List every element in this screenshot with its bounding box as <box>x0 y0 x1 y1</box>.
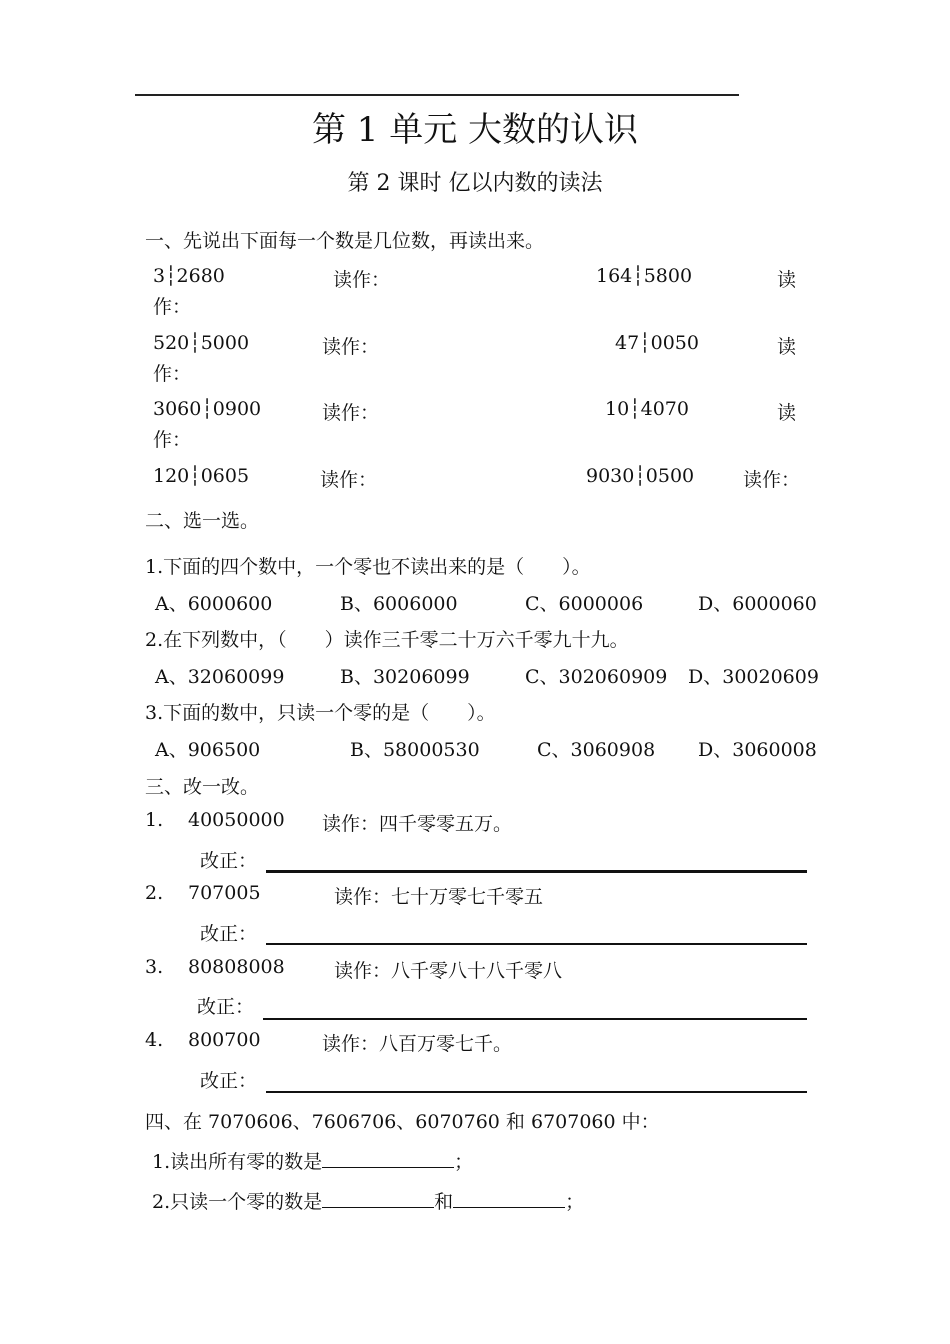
s3-item1-no: 1. <box>145 809 164 831</box>
s3-item4-answer-line[interactable] <box>266 1091 807 1093</box>
section2-heading: 二、选一选。 <box>145 510 260 532</box>
s2-q2-option-a: A、32060099 <box>155 666 285 688</box>
s3-item4-fix-label: 改正： <box>200 1070 258 1092</box>
s4-q2-end: ； <box>565 1191 585 1213</box>
s4-q1-blank[interactable] <box>322 1149 454 1168</box>
s4-q2-text: 2.只读一个零的数是 <box>152 1191 323 1213</box>
s2-q3-option-d: D、3060008 <box>698 739 817 761</box>
s3-item2-fix-label: 改正： <box>200 923 258 945</box>
s2-q2-stem: 2.在下列数中，（ ）读作三千零二十万六千零九十九。 <box>145 629 629 651</box>
s3-item2-no: 2. <box>145 882 164 904</box>
s3-item3-reading: 读作：八千零八十八千零八 <box>334 960 563 982</box>
s4-q1-text: 1.读出所有零的数是 <box>152 1151 323 1173</box>
s1-row2-right-number: 47┆0050 <box>615 332 699 354</box>
s1-row4-left-number: 120┆0605 <box>153 465 250 487</box>
s3-item2-number: 707005 <box>188 882 261 904</box>
s3-item3-fix-label: 改正： <box>197 996 255 1018</box>
s4-q1-end: ； <box>454 1151 474 1173</box>
s2-q3-stem: 3.下面的数中，只读一个零的是（ ）。 <box>145 702 496 724</box>
s3-item1-reading: 读作：四千零零五万。 <box>322 813 513 835</box>
section3-heading: 三、改一改。 <box>145 776 260 798</box>
s3-item3-number: 80808008 <box>188 956 285 978</box>
s1-row2-right-read-a: 读 <box>777 336 797 358</box>
s2-q3-option-b: B、58000530 <box>350 739 480 761</box>
s1-row3-right-read-b: 作： <box>153 429 192 451</box>
s2-q1-option-c: C、6000006 <box>525 593 644 615</box>
s2-q1-option-d: D、6000060 <box>698 593 817 615</box>
s2-q2-option-c: C、302060909 <box>525 666 668 688</box>
s1-row1-left-number: 3┆2680 <box>153 265 225 287</box>
s3-item4-reading: 读作：八百万零七千。 <box>322 1033 513 1055</box>
page-title: 第 1 单元 大数的认识 <box>311 110 639 150</box>
s1-row1-right-number: 164┆5800 <box>596 265 693 287</box>
s2-q1-option-a: A、6000600 <box>155 593 273 615</box>
s1-row4-right-read: 读作： <box>743 469 801 491</box>
s1-row3-right-number: 10┆4070 <box>605 398 689 420</box>
s2-q1-stem: 1.下面的四个数中，一个零也不读出来的是（ ）。 <box>145 556 591 578</box>
s1-row1-right-read-b: 作： <box>153 296 192 318</box>
s1-row4-left-read: 读作： <box>320 469 378 491</box>
s1-row4-right-number: 9030┆0500 <box>586 465 695 487</box>
s2-q3-option-c: C、3060908 <box>537 739 656 761</box>
s4-q2 <box>152 1187 584 1214</box>
s1-row2-left-number: 520┆5000 <box>153 332 250 354</box>
s1-row3-right-read-a: 读 <box>777 402 797 424</box>
s2-q2-option-d: D、30020609 <box>688 666 819 688</box>
s2-q3-option-a: A、906500 <box>155 739 261 761</box>
s4-q2-blank-1[interactable] <box>322 1189 434 1208</box>
section1-heading: 一、先说出下面每一个数是几位数，再读出来。 <box>145 230 545 252</box>
s3-item2-reading: 读作：七十万零七千零五 <box>334 886 544 908</box>
s4-q2-blank-2[interactable] <box>453 1189 565 1208</box>
lesson-subtitle: 第 2 课时 亿以内数的读法 <box>347 171 603 196</box>
s2-q1-option-b: B、6006000 <box>340 593 458 615</box>
s3-item1-answer-line[interactable] <box>266 870 807 873</box>
s1-row3-left-read: 读作： <box>322 402 380 424</box>
s1-row3-left-number: 3060┆0900 <box>153 398 262 420</box>
s3-item3-no: 3. <box>145 956 164 978</box>
s3-item1-fix-label: 改正： <box>200 850 258 872</box>
s3-item3-answer-line[interactable] <box>263 1018 807 1020</box>
section4-heading: 四、在 7070606、7606706、6070760 和 6707060 中： <box>145 1111 660 1133</box>
s1-row2-left-read: 读作： <box>322 336 380 358</box>
s4-q1 <box>152 1147 473 1174</box>
s3-item2-answer-line[interactable] <box>266 943 807 945</box>
s3-item4-number: 800700 <box>188 1029 261 1051</box>
s3-item4-no: 4. <box>145 1029 164 1051</box>
s4-q2-mid: 和 <box>434 1191 454 1213</box>
s1-row1-left-read: 读作： <box>333 269 391 291</box>
s1-row2-right-read-b: 作： <box>153 363 192 385</box>
s2-q2-option-b: B、30206099 <box>340 666 470 688</box>
header-rule <box>135 94 739 96</box>
s3-item1-number: 40050000 <box>188 809 285 831</box>
s1-row1-right-read-a: 读 <box>777 269 797 291</box>
